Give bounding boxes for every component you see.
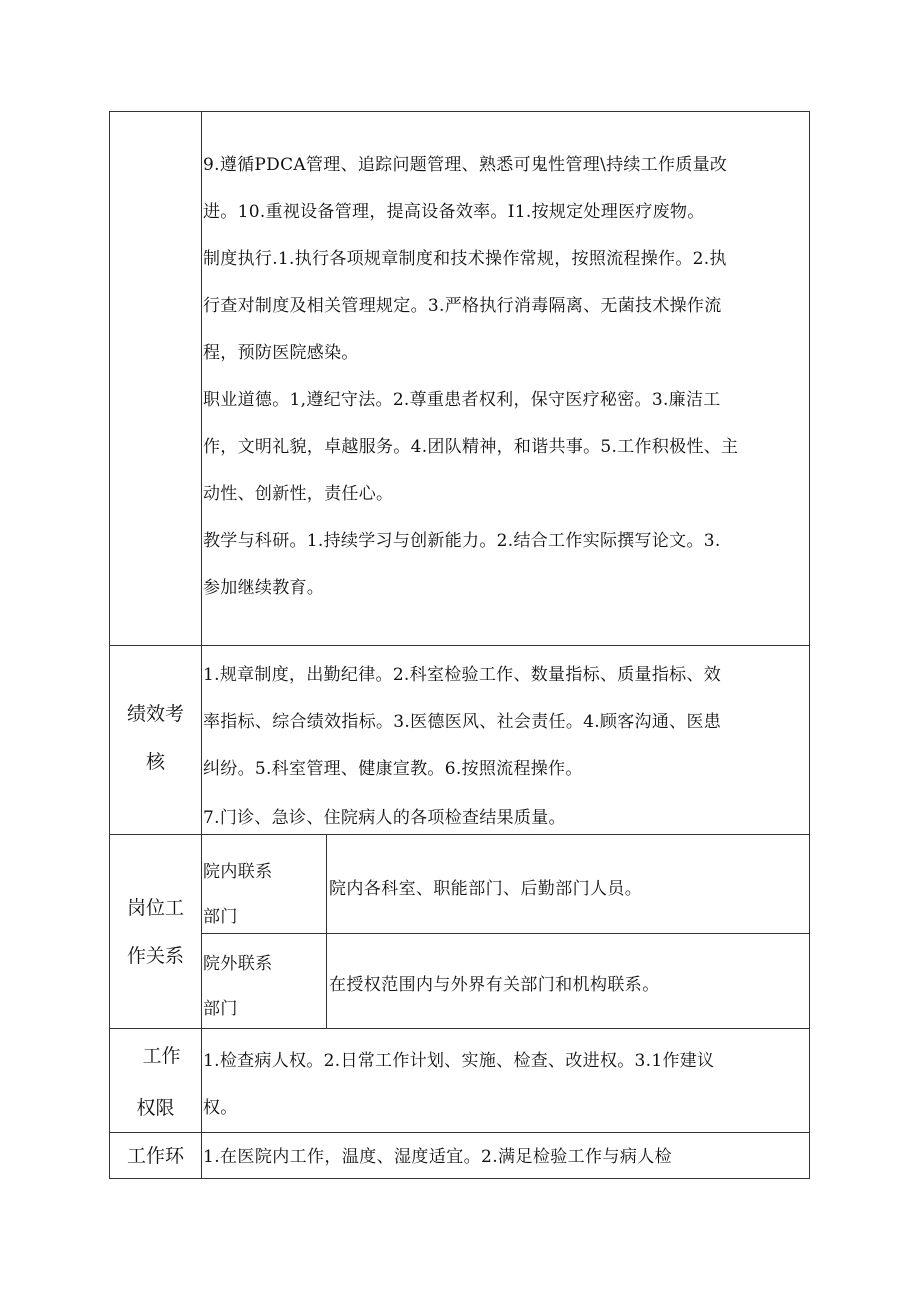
- performance-line: 纠纷。5.科室管理、健康宣教。6.按照流程操作。: [203, 759, 583, 779]
- external-contact-label-line2: 部门: [203, 999, 238, 1019]
- performance-line: 率指标、综合绩效指标。3.医德医风、社会责任。4.顾客沟通、医患: [203, 712, 722, 732]
- duties-line: 职业道德。1,遵纪守法。2.尊重患者权利，保守医疗秘密。3.廉洁工: [203, 390, 721, 410]
- relations-header-line2: 作关系: [126, 945, 184, 967]
- authority-line: 权。: [203, 1098, 238, 1118]
- duties-line: 参加继续教育。: [203, 578, 325, 598]
- relations-header-line1: 岗位工: [126, 897, 184, 919]
- authority-line: 1.检查病人权。2.日常工作计划、实施、检查、改进权。3.1作建议: [203, 1051, 715, 1071]
- relations-header: [110, 884, 201, 980]
- relations-sub-divider: [326, 834, 327, 1028]
- duties-line: 作，文明礼貌，卓越服务。4.团队精神，和谐共事。5.工作积极性、主: [203, 437, 739, 457]
- external-contact-value: 在授权范围内与外界有关部门和机构联系。: [329, 975, 660, 995]
- authority-content: [203, 1038, 808, 1132]
- duties-line: 行查对制度及相关管理规定。3.严格执行消毒隔离、无菌技术操作流: [203, 296, 722, 316]
- performance-header-line1: 绩效考: [126, 703, 184, 725]
- environment-line: 1.在医院内工作，温度、湿度适宜。2.满足检验工作与病人检: [203, 1147, 673, 1167]
- authority-header-line1: 工作: [142, 1045, 181, 1067]
- duties-line: 9.遵循PDCA管理、追踪问题管理、熟悉可鬼性管理\持续工作质量改: [203, 155, 728, 175]
- environment-header: 工作环: [126, 1145, 184, 1167]
- duties-line: 动性、创新性，责任心。: [203, 484, 394, 504]
- authority-header: [110, 1030, 201, 1134]
- row-divider-duties: [109, 645, 810, 646]
- internal-contact-label-line2: 部门: [203, 907, 238, 927]
- duties-line: 教学与科研。1.持续学习与创新能力。2.结合工作实际撰写论文。3.: [203, 531, 721, 551]
- internal-contact-label: [203, 850, 273, 940]
- duties-line: 进。10.重视设备管理，提高设备效率。I1.按规定处理医疗废物。: [203, 202, 705, 222]
- performance-header-line2: 核: [145, 751, 165, 773]
- authority-header-line2: 权限: [136, 1097, 175, 1119]
- external-contact-label-line1: 院外联系: [203, 954, 273, 974]
- performance-line: 1.规章制度，出勤纪律。2.科室检验工作、数量指标、质量指标、效: [203, 665, 722, 685]
- performance-line: 7.门诊、急诊、住院病人的各项检查结果质量。: [203, 808, 566, 828]
- duties-line: 制度执行.1.执行各项规章制度和技术操作常规，按照流程操作。2.执: [203, 249, 727, 269]
- duties-line: 程，预防医院感染。: [203, 343, 359, 363]
- row-divider-authority: [109, 1132, 810, 1133]
- duties-content: [203, 142, 808, 612]
- performance-header: [110, 690, 201, 786]
- performance-content: [203, 652, 808, 843]
- external-contact-label: [203, 942, 273, 1032]
- internal-contact-value: 院内各科室、职能部门、后勤部门人员。: [329, 879, 643, 899]
- internal-contact-label-line1: 院内联系: [203, 862, 273, 882]
- relations-mid-divider: [201, 933, 810, 934]
